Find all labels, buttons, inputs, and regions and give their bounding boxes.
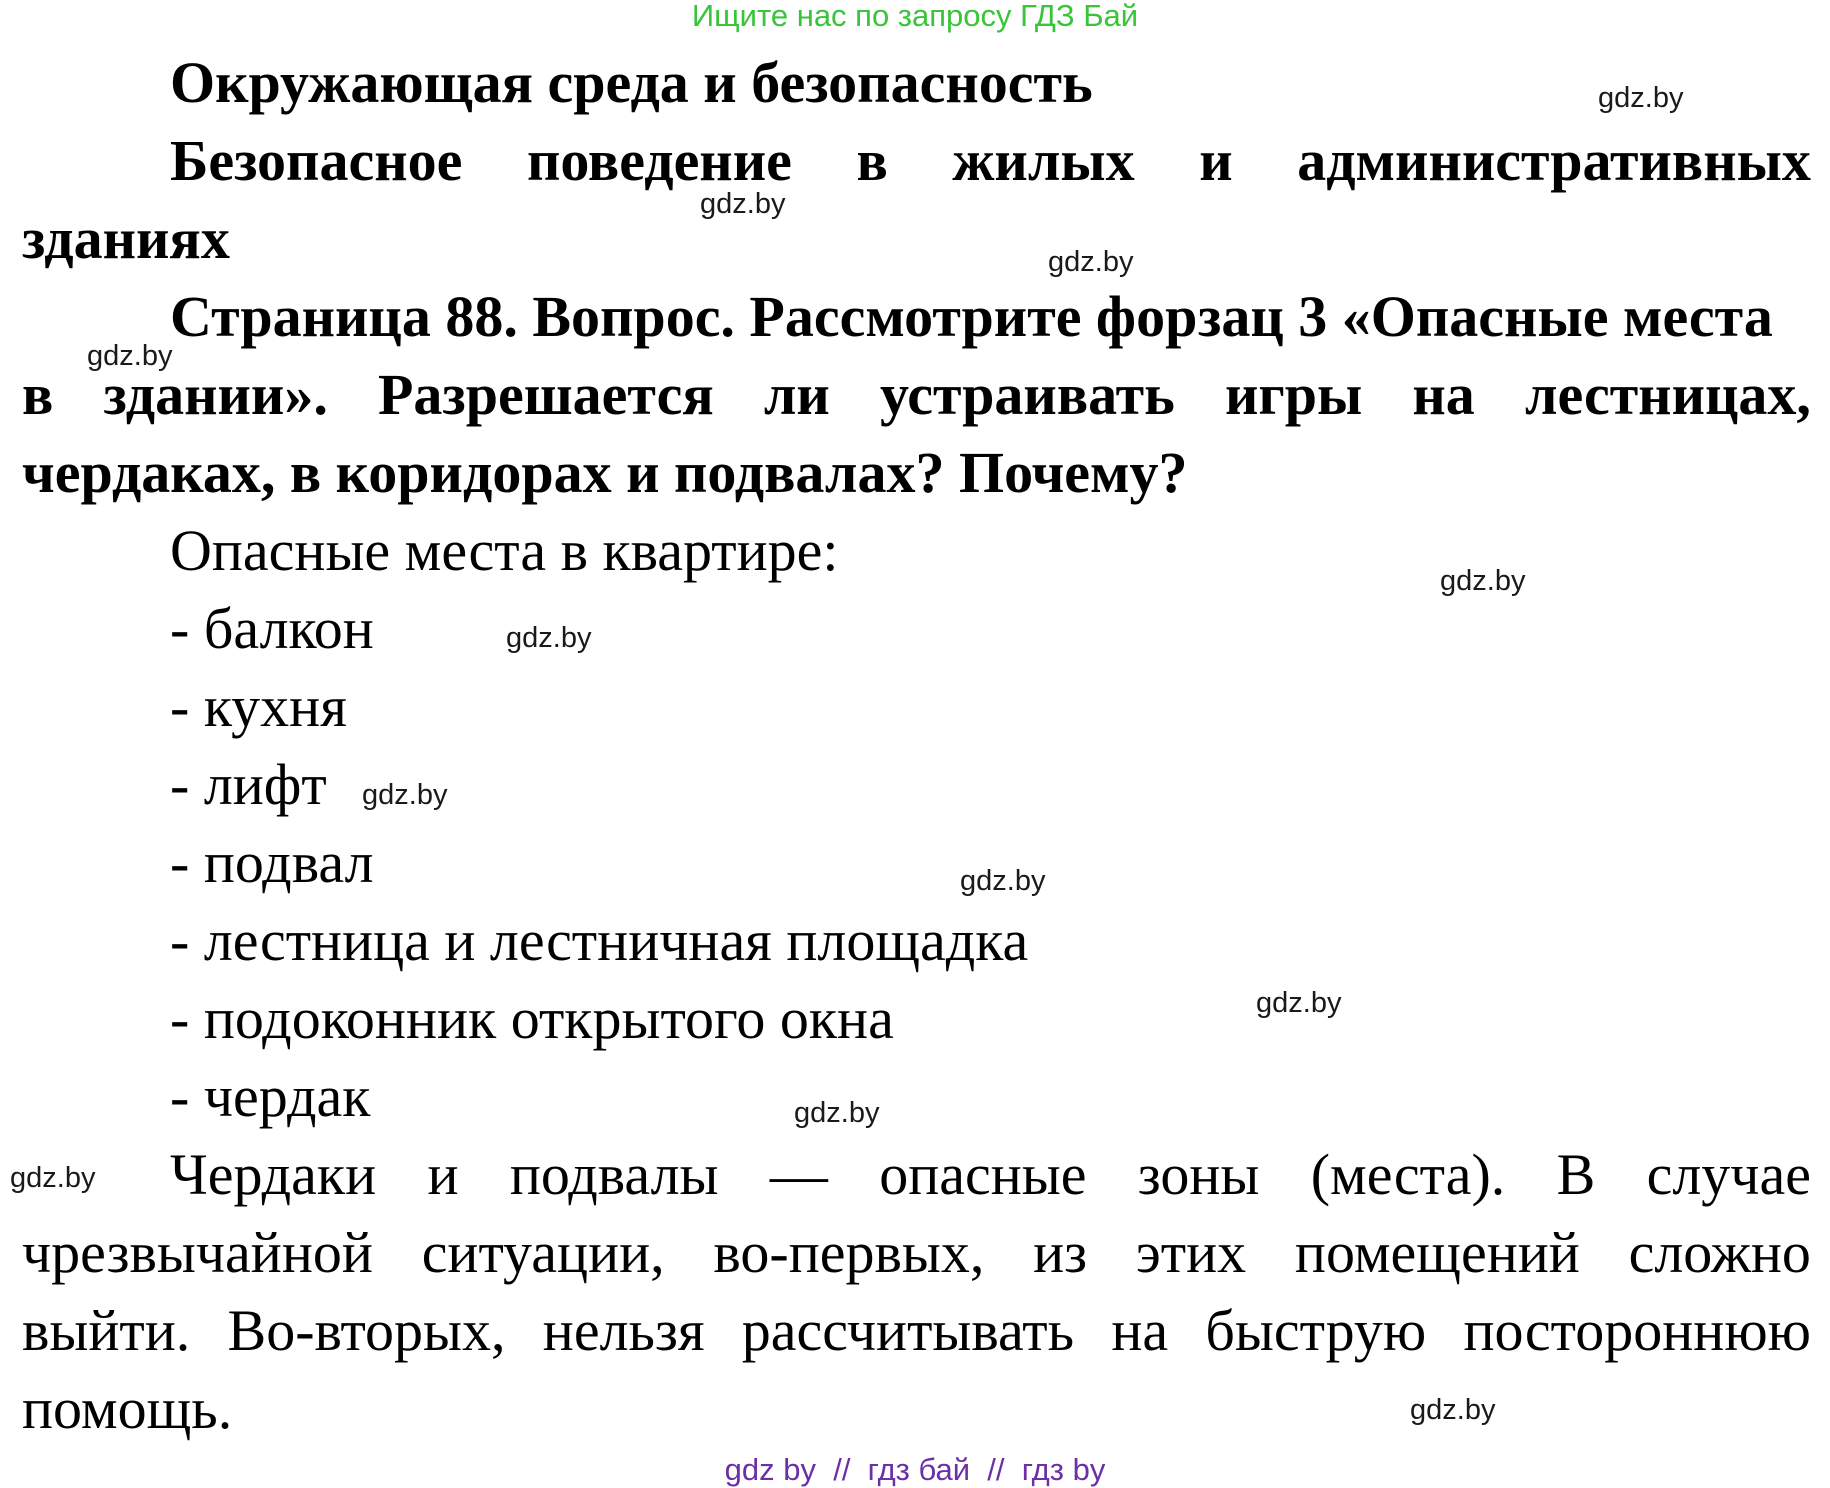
footer-links: gdz by // гдз бай // гдз by (724, 1452, 1106, 1487)
answer-intro: Опасные места в квартире: (170, 518, 839, 583)
paragraph-line-2 (22, 1214, 1811, 1292)
subtitle-word: в (856, 128, 888, 193)
list-item: - лестница и лестничная площадка (170, 908, 1029, 973)
subtitle-line-2: зданиях (22, 206, 230, 271)
question-word: лестницах, (1524, 362, 1811, 427)
paragraph-word: нельзя (542, 1298, 705, 1363)
subtitle-word: административных (1297, 128, 1811, 193)
question-word: здании». (103, 362, 328, 427)
top-banner: Ищите нас по запросу ГДЗ Бай (691, 0, 1139, 33)
paragraph-line-1 (170, 1136, 1811, 1214)
paragraph-word: подвалы (509, 1142, 719, 1207)
paragraph-word: В (1556, 1142, 1596, 1207)
list-item: - кухня (170, 674, 347, 739)
paragraph-word: случае (1646, 1142, 1811, 1207)
question-word: устраивать (879, 362, 1175, 427)
question-line-2 (22, 356, 1811, 434)
subtitle-line-1 (170, 122, 1811, 200)
paragraph-word: этих (1135, 1220, 1247, 1285)
list-item: - подвал (170, 830, 374, 895)
list-item: - балкон (170, 596, 374, 661)
paragraph-word: на (1111, 1298, 1169, 1363)
watermark: gdz.by (10, 1162, 96, 1194)
watermark: gdz.by (1440, 565, 1526, 597)
list-item: - чердак (170, 1064, 371, 1129)
paragraph-word: — (769, 1142, 828, 1207)
watermark: gdz.by (87, 340, 173, 372)
paragraph-word: и (427, 1142, 459, 1207)
subtitle-word: поведение (526, 128, 792, 193)
list-item: - лифт (170, 752, 327, 817)
paragraph-word: опасные (879, 1142, 1087, 1207)
watermark: gdz.by (700, 188, 786, 220)
paragraph-word: Чердаки (170, 1142, 377, 1207)
question-line-1: Страница 88. Вопрос. Рассмотрите форзац 3 «Опасные места (170, 284, 1773, 349)
paragraph-word: постороннюю (1463, 1298, 1811, 1363)
paragraph-line-3 (22, 1292, 1811, 1370)
paragraph-word: ситуации, (421, 1220, 665, 1285)
paragraph-word: сложно (1628, 1220, 1811, 1285)
subtitle-word: жилых (952, 128, 1135, 193)
paragraph-word: выйти. (22, 1298, 191, 1363)
paragraph-word: чрезвычайной (22, 1220, 373, 1285)
watermark: gdz.by (1410, 1394, 1496, 1426)
paragraph-word: из (1033, 1220, 1088, 1285)
watermark: gdz.by (960, 865, 1046, 897)
watermark: gdz.by (794, 1097, 880, 1129)
paragraph-word: помещений (1294, 1220, 1580, 1285)
question-word: игры (1224, 362, 1363, 427)
question-word: ли (763, 362, 830, 427)
question-word: на (1412, 362, 1475, 427)
paragraph-word: во-первых, (713, 1220, 985, 1285)
watermark: gdz.by (362, 779, 448, 811)
list-item: - подоконник открытого окна (170, 986, 894, 1051)
subtitle-word: и (1199, 128, 1233, 193)
paragraph-word: Во-вторых, (227, 1298, 506, 1363)
watermark: gdz.by (1598, 82, 1684, 114)
watermark: gdz.by (506, 622, 592, 654)
document-title: Окружающая среда и безопасность (170, 50, 1093, 115)
paragraph-word: зоны (1137, 1142, 1260, 1207)
paragraph-word: быструю (1205, 1298, 1427, 1363)
subtitle-word: Безопасное (170, 128, 463, 193)
question-word: в (22, 362, 54, 427)
paragraph-word: рассчитывать (741, 1298, 1075, 1363)
question-line-3: чердаках, в коридорах и подвалах? Почему? (22, 440, 1188, 505)
watermark: gdz.by (1256, 987, 1342, 1019)
paragraph-line-4: помощь. (22, 1376, 233, 1441)
watermark: gdz.by (1048, 246, 1134, 278)
paragraph-word: (места). (1310, 1142, 1506, 1207)
question-word: Разрешается (377, 362, 714, 427)
